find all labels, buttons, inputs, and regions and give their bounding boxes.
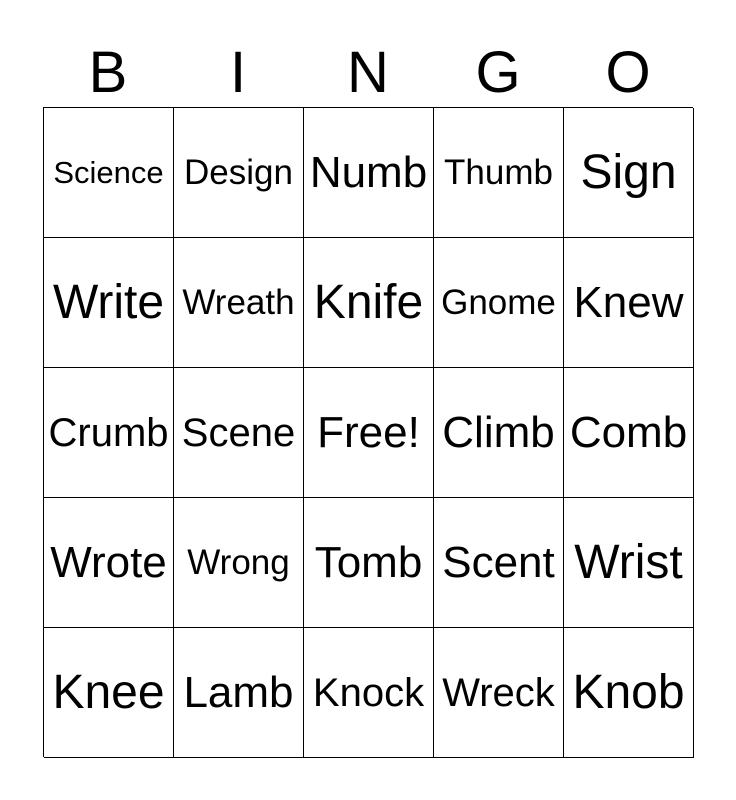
bingo-cell[interactable]: Wrote <box>44 498 174 628</box>
bingo-cell[interactable]: Knife <box>304 238 434 368</box>
bingo-cell[interactable]: Science <box>44 108 174 238</box>
bingo-cell[interactable]: Crumb <box>44 368 174 498</box>
bingo-cell[interactable]: Wrong <box>174 498 304 628</box>
bingo-cell[interactable]: Climb <box>434 368 564 498</box>
bingo-cell[interactable]: Design <box>174 108 304 238</box>
bingo-cell[interactable]: Wreath <box>174 238 304 368</box>
bingo-cell[interactable]: Knee <box>44 628 174 758</box>
header-letter-n: N <box>347 40 389 105</box>
bingo-cell[interactable]: Knob <box>564 628 694 758</box>
bingo-cell[interactable]: Gnome <box>434 238 564 368</box>
bingo-header <box>43 38 693 108</box>
bingo-cell[interactable]: Free! <box>304 368 434 498</box>
bingo-cell[interactable]: Wreck <box>434 628 564 758</box>
header-letter-o: O <box>605 40 651 105</box>
bingo-cell[interactable]: Thumb <box>434 108 564 238</box>
bingo-cell[interactable]: Comb <box>564 368 694 498</box>
bingo-cell[interactable]: Sign <box>564 108 694 238</box>
bingo-cell[interactable]: Scene <box>174 368 304 498</box>
bingo-cell[interactable]: Knock <box>304 628 434 758</box>
bingo-cell[interactable]: Tomb <box>304 498 434 628</box>
bingo-cell[interactable]: Lamb <box>174 628 304 758</box>
header-letter-g: G <box>475 40 521 105</box>
bingo-cell[interactable]: Scent <box>434 498 564 628</box>
bingo-board <box>43 107 693 757</box>
bingo-cell[interactable]: Numb <box>304 108 434 238</box>
header-letter-i: I <box>229 40 247 105</box>
bingo-cell[interactable]: Knew <box>564 238 694 368</box>
bingo-cell[interactable]: Wrist <box>564 498 694 628</box>
header-letter-b: B <box>88 40 128 105</box>
bingo-cell[interactable]: Write <box>44 238 174 368</box>
